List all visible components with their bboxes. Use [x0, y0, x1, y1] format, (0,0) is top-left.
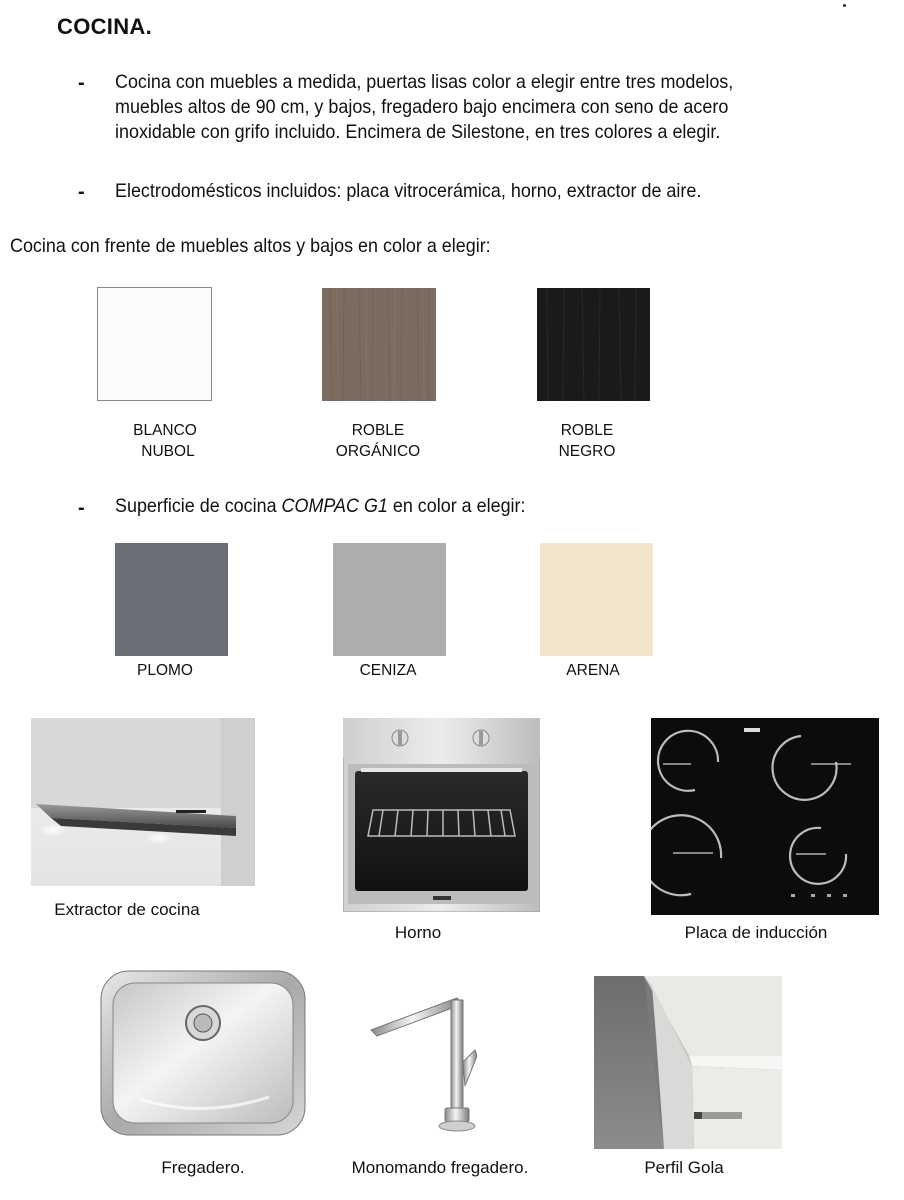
gola-profile-image	[594, 976, 782, 1149]
surface-heading-text: Superficie de cocina	[115, 495, 282, 517]
swatch-label-arena: ARENA	[566, 662, 620, 679]
swatch-label-line: BLANCO	[133, 422, 197, 439]
bullet-marker: -	[78, 497, 85, 519]
front-heading: Cocina con frente de muebles altos y bajos en color a elegir:	[10, 235, 491, 257]
bullet-line: Electrodomésticos incluidos: placa vitrocerámica, horno, extractor de aire.	[115, 180, 702, 202]
bullet-line: inoxidable con grifo incluido. Encimera de Silestone, en tres colores a elegir.	[115, 121, 721, 143]
caption-perfil-gola: Perfil Gola	[644, 1158, 724, 1177]
swatch-arena	[540, 543, 653, 656]
bullet-line: muebles altos de 90 cm, y bajos, fregadero bajo encimera con seno de acero	[115, 96, 729, 118]
swatch-label-plomo: PLOMO	[137, 662, 193, 679]
swatch-roble-negro	[537, 288, 650, 401]
surface-heading-brand: COMPAC G1	[281, 495, 388, 517]
page-title: COCINA.	[57, 14, 152, 39]
swatch-ceniza	[333, 543, 446, 656]
surface-heading	[115, 494, 526, 519]
swatch-label-line: NEGRO	[558, 443, 616, 460]
surface-heading-text: en color a elegir:	[387, 495, 526, 517]
bullet-text-appliances	[115, 179, 701, 204]
stray-dot	[843, 4, 846, 7]
range-hood-image	[31, 718, 255, 886]
caption-horno: Horno	[394, 923, 442, 942]
swatch-roble-organico	[322, 288, 436, 401]
oven-image	[343, 718, 540, 912]
swatch-label-roble-negro	[527, 420, 647, 462]
caption-extractor: Extractor de cocina	[54, 900, 200, 919]
swatch-blanco-nubol	[97, 287, 212, 401]
swatch-label-ceniza: CENIZA	[359, 662, 417, 679]
sink-image	[99, 969, 307, 1137]
swatch-label-line: ROBLE	[560, 422, 614, 439]
caption-placa: Placa de inducción	[684, 923, 828, 942]
swatch-label-roble-organico	[318, 420, 438, 462]
swatch-label-line: NUBOL	[141, 443, 195, 460]
wood-grain-texture	[322, 288, 436, 401]
bullet-marker: -	[78, 72, 85, 94]
swatch-plomo	[115, 543, 228, 656]
bullet-line: Cocina con muebles a medida, puertas lisas color a elegir entre tres modelos,	[115, 71, 734, 93]
induction-hob-image	[651, 718, 879, 915]
caption-monomando: Monomando fregadero.	[351, 1158, 529, 1177]
swatch-label-line: ROBLE	[351, 422, 405, 439]
swatch-label-blanco-nubol	[105, 420, 225, 462]
bullet-marker: -	[78, 181, 85, 203]
faucet-image	[365, 990, 477, 1140]
wood-grain-texture	[537, 288, 650, 401]
caption-fregadero: Fregadero.	[161, 1158, 245, 1177]
bullet-text-cabinets	[115, 70, 733, 145]
swatch-label-line: ORGÁNICO	[335, 443, 421, 460]
